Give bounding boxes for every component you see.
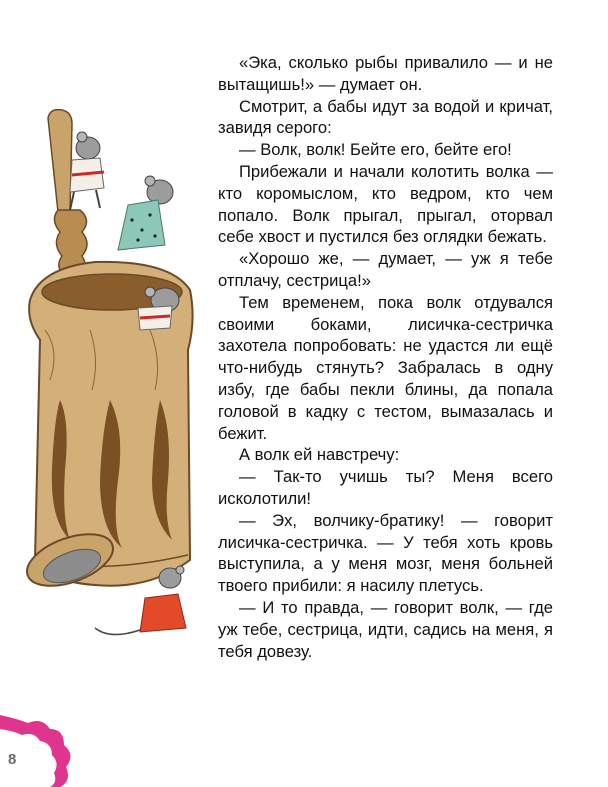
- paragraph: «Эка, сколько рыбы привалило — и не вытащишь!» — думает он.: [218, 53, 553, 94]
- illustration: [0, 90, 215, 650]
- paragraph: — Так-то учишь ты? Меня всего исколотили!: [218, 467, 553, 508]
- paragraph: Тем временем, пока волк отдувался своими боками, лисичка-сестричка захотела попробовать: не удастся ли ещё что-нибудь стянуть? Забралась в одну избу, где бабы пекли блины, да попала головой в кадку с тестом, вымазалась и бежит.: [218, 292, 553, 443]
- story-text: [218, 52, 553, 662]
- paragraph: — Эх, волчику-братику! — говорит лисичка-сестричка. — У тебя хоть кровь выступила, а у меня мозг, меня больней твоего прибили: я насилу плетусь.: [218, 510, 553, 596]
- mouse-in-embroidered-shirt: [70, 132, 104, 210]
- page-number: 8: [8, 751, 17, 768]
- paragraph: Прибежали и начали колотить волка — кто коромыслом, кто ведром, кто чем попало. Волк прыгал, прыгал, оторвал себе хвост и пустился без оглядки бежать.: [218, 161, 553, 247]
- paragraph: Смотрит, а бабы идут за водой и кричат, завидя серого:: [218, 96, 553, 138]
- paragraph: — Волк, волк! Бейте его, бейте его!: [239, 140, 512, 160]
- wooden-butter-churn: [29, 110, 192, 586]
- paragraph: — И то правда, — говорит волк, — где уж тебе, сестрица, идти, садись на меня, я тебя довезу.: [218, 597, 553, 661]
- paragraph: А волк ей навстречу:: [239, 445, 400, 465]
- paragraph: «Хорошо же, — думает, — уж я тебе отплачу, сестрица!»: [218, 249, 553, 290]
- mouse-in-polka-dot-dress: [118, 176, 173, 250]
